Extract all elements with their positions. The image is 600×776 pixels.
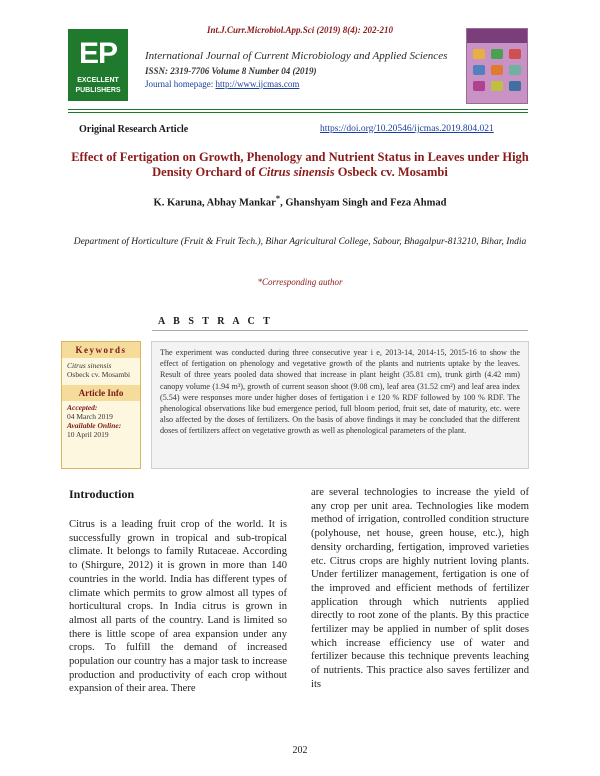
journal-title: International Journal of Current Microbiology and Applied Sciences <box>145 50 448 62</box>
abstract-box <box>151 341 529 469</box>
keyword-italic: Citrus sinensis <box>67 361 112 370</box>
journal-cover-image <box>466 28 528 104</box>
abstract-heading: A B S T R A C T <box>158 316 273 327</box>
homepage-link[interactable]: http://www.ijcmas.com <box>215 79 300 89</box>
journal-homepage <box>145 79 299 89</box>
logo-line-2: PUBLISHERS <box>75 87 121 94</box>
introduction-heading: Introduction <box>69 487 135 501</box>
abstract-text: The experiment was conducted during three consecutive year i e, 2013-14, 2014-15, 2015-16 to show the effect of fertigation on phenology and vegetative growth of the plants and nutrients uptake by the leaves. Result of three years pooled data showed that increase in plant height (35.81 cm), trunk girth (4.42 mm) canopy volume (1.94 m³), growth of current season shoot (9.08 cm), leaf area (31.52 cm²) and leaf area index (5.54) were responses more under higher doses of fertigation i e 120 % RDF followed by 100 % RDF. The phenological observations like bud emergence period, full bloom period, fruit set, date of maturity, etc. were also affected by the doses of fertilizers. On the basis of above findings it may be concluded that the different doses of fertilizers affect on vegetative growth as well as phenological parameters of the plant. <box>160 348 520 436</box>
article-type: Original Research Article <box>79 124 189 135</box>
homepage-label: Journal homepage: <box>145 79 216 89</box>
keywords-heading: Keywords <box>62 342 140 358</box>
intro-column-right: are several technologies to increase the yield of any crop per unit area. Technologies like modem method of irrigation, controlled condition structure (polyhouse, net house, green house, etc.), high density orcharding, fertigation, improved varieties etc. Citrus crops are highly nutrient loving plants. Under fertilizer management, fertigation is one of the improved and efficient methods of fertilizer application through which nutrients applied directly to root zone of the plants. By this practice fertilizer may be applied in number of split doses which increase efficiency use of water and fertilizer because this technique prevents leaching of nutrients. This practice also saves fertilizer and its <box>311 487 529 690</box>
article-dates <box>62 401 140 439</box>
author-list: K. Karuna, Abhay Mankar*, Ghanshyam Singh and Feza Ahmad <box>153 193 447 209</box>
keyword-rest: Osbeck cv. Mosambi <box>67 370 131 379</box>
page-number: 202 <box>292 745 308 756</box>
logo-letters: EP <box>78 37 118 70</box>
keywords-list <box>62 358 140 379</box>
intro-column-left: Citrus is a leading fruit crop of the world. It is successfully grown in tropical and sub-tropical climate. It belongs to family Rutaceae. According to (Shirgure, 2012) it is grown in more than 140 countries in the world. India has different types of climate which permits to grow almost all types of horticultural crops. In India citrus is grown in almost all parts of the country. Land is limited so there is little scope of area expansion under any crops. To fulfill the demand of increased population our country has a major task to increase production and productivity of each crop without expansion of their area. There <box>69 519 287 695</box>
article-info-heading: Article Info <box>62 385 140 401</box>
publisher-logo <box>68 29 128 101</box>
header-rule <box>68 112 528 113</box>
accepted-label: Accepted: <box>67 403 98 412</box>
available-label: Available Online: <box>67 421 122 430</box>
header-rule <box>68 109 528 110</box>
abstract-rule <box>152 330 528 331</box>
affiliation: Department of Horticulture (Fruit & Fruit Tech.), Bihar Agricultural College, Sabour, Bhagalpur-813210, Bihar, India <box>73 237 527 247</box>
doi-link[interactable]: https://doi.org/10.20546/ijcmas.2019.804.021 <box>320 124 494 134</box>
available-date: 10 April 2019 <box>67 430 109 439</box>
article-sidebar <box>61 341 141 469</box>
citation-header: Int.J.Curr.Microbiol.App.Sci (2019) 8(4): 202-210 <box>206 25 393 35</box>
article-title: Effect of Fertigation on Growth, Phenology and Nutrient Status in Leaves under High Density Orchard of Citrus sinensis Osbeck cv. Mosambi <box>71 150 529 179</box>
corresponding-author-note: *Corresponding author <box>257 277 343 287</box>
logo-line-1: EXCELLENT <box>77 77 119 84</box>
issn-line: ISSN: 2319-7706 Volume 8 Number 04 (2019) <box>145 66 317 76</box>
accepted-date: 04 March 2019 <box>67 412 113 421</box>
